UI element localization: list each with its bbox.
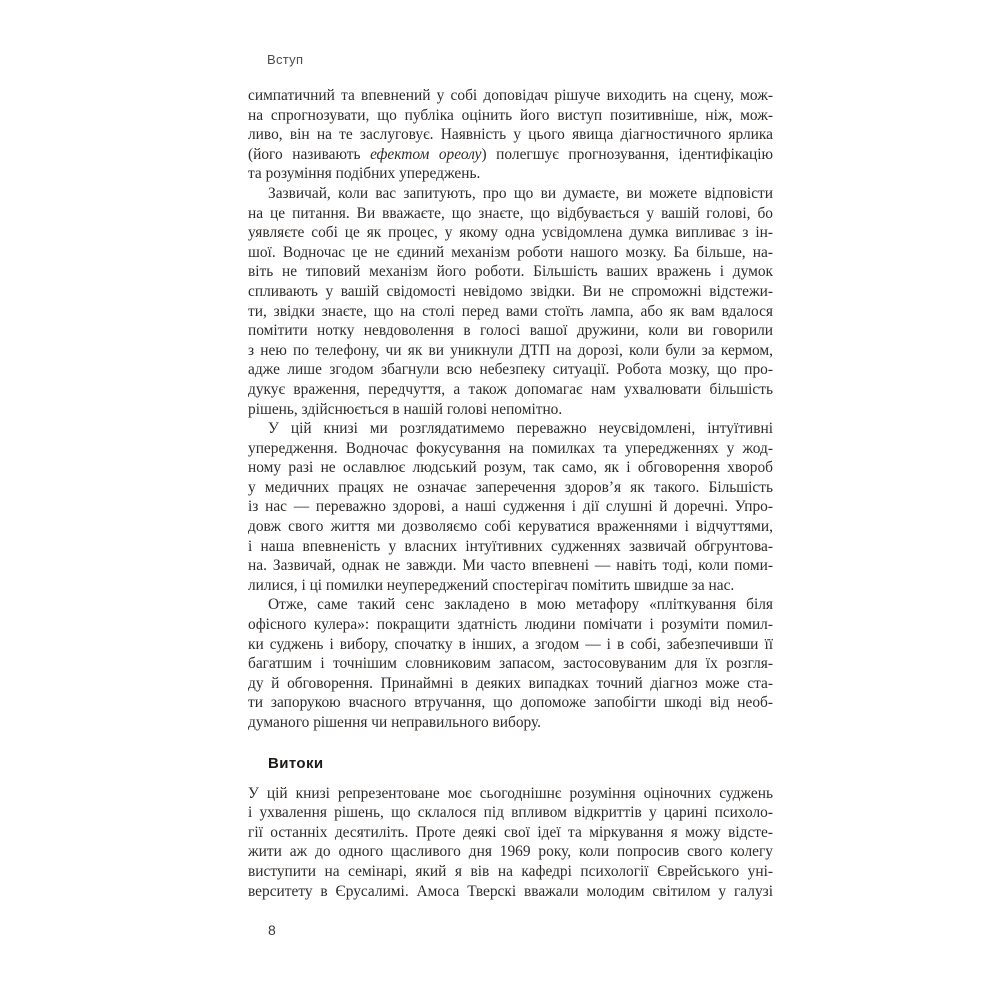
text-line: адже лише згодом збагнули всю небезпеку ситуації. Робота мозку, що про- [248,361,773,379]
paragraph [248,184,773,419]
text-line: гії останніх десятиліть. Проте деякі свої ідеї та міркування я можу відсте- [248,823,773,841]
text-line: дукує враження, передчуття, а також допомагає нам ухвалювати більшість [248,380,773,398]
text-line: офісного кулера»: покращити здатність людини помічати і розуміти помил- [248,616,773,634]
paragraph [248,595,773,732]
text-line: помітити нотку невдоволення в голосі вашої дружини, коли ви говорили [248,322,773,340]
text-line: ки суджень і вибору, спочатку в інших, а згодом — і в собі, забезпечивши її [248,635,773,653]
paragraph [248,784,773,902]
text-line: Отже, саме такий сенс закладено в мою метафору «пліткування біля [268,596,773,614]
text-line: ти, звідки знаєте, що на столі перед вами стоїть лампа, або як вам вдалося [248,302,773,320]
running-header: Вступ [267,52,304,67]
text-line: ти запорукою вчасного втручання, що допоможе запобігти шкоді від необ- [248,694,773,712]
page-number: 8 [268,922,276,938]
text-line: на спрогнозувати, що публіка оцінить його виступ позитивніше, ніж, мож- [248,106,773,124]
text-line: на. Зазвичай, однак не завжди. Ми часто впевнені — навіть тоді, коли поми- [248,557,773,575]
text-line: упередження. Водночас фокусування на помилках та упередженнях у жод- [248,439,773,457]
text-line: верситету в Єрусалимі. Амоса Тверскі вважали молодим світилом у галузі [248,882,773,900]
section-heading: Витоки [268,754,324,772]
text-line: та розуміння подібних упереджень. [248,165,481,183]
text-line: думаного рішення чи неправильного вибору. [248,714,542,731]
text-line: із нас — переважно здорові, а наші судження і дії слушні й доречні. Упро- [248,498,773,516]
text-line: спливають у вашій свідомості невідомо звідки. Ви не спроможні відстежи- [248,282,773,300]
text-line: У цій книзі ми розглядатимемо переважно неусвідомлені, інтуїтивні [268,420,773,438]
text-line: на це питання. Ви вважаєте, що знаєте, що відбувається у вашій голові, бо [248,204,773,222]
text-line: виступити на семінарі, який я вів на кафедрі психології Єврейського уні- [248,862,773,880]
text-line: лилися, і ці помилки неупереджений спостерігач помітить швидше за нас. [248,576,735,594]
text-line: довж свого життя ми дозволяємо собі керуватися враженнями і відчуттями, [248,518,773,536]
text-line: (його називають ефектом ореолу) полегшує прогнозування, ідентифікацію [248,145,773,163]
text-line: шої. Водночас це не єдиний механізм роботи нашого мозку. Ба більше, на- [248,243,773,261]
text-line: ному разі не ославлює людський розум, так само, як і обговорення хвороб [248,459,773,477]
text-line: рішень, здійснюється в нашій голові непомітно. [248,400,563,418]
text-line: Зазвичай, коли вас запитують, про що ви думаєте, ви можете відповісти [268,184,773,202]
text-line: віть не типовий механізм його роботи. Більшість ваших вражень і думок [248,263,773,281]
text-line: У цій книзі репрезентоване моє сьогоднішнє розуміння оціночних суджень [248,784,773,802]
paragraph [248,419,773,595]
paragraph [248,86,773,184]
text-line: у медичних працях не означає заперечення здоров’я як такого. Більшість [248,478,773,496]
text-line: ливо, він на те заслуговує. Наявність у цього явища діагностичного ярлика [248,126,773,144]
text-line: і наша впевненість у власних інтуїтивних судженнях зазвичай обгрунтова- [248,537,773,555]
text-line: жити аж до одного щасливого дня 1969 року, коли попросив свого колегу [248,843,773,861]
body-text [248,86,773,901]
text-line: уявляєте собі це як процес, у якому одна усвідомлена думка випливає з ін- [248,224,773,242]
text-line: симпатичний та впевнений у собі доповідач рішуче виходить на сцену, мож- [248,87,773,104]
text-line: і ухвалення рішень, що склалося під впливом відкриттів у царині психоло- [248,804,773,822]
text-line: багатшим і точнішим словниковим запасом, застосовуваним для їх розгля- [248,655,773,673]
text-line: ду й обговорення. Принаймні в деяких випадках точний діагноз може ста- [248,674,773,692]
text-line: з нею по телефону, чи як ви уникнули ДТП на дорозі, коли були за кермом, [248,341,773,359]
